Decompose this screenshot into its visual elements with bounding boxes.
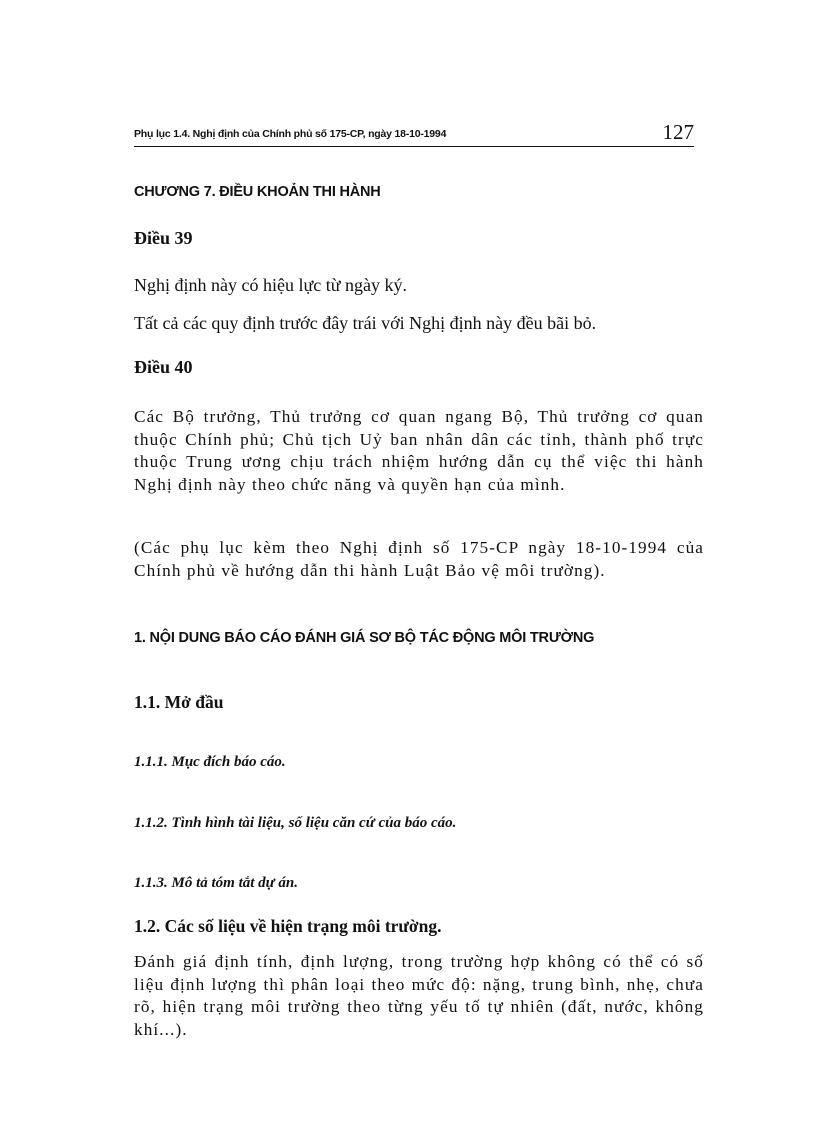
page-number: 127	[662, 120, 694, 144]
section-1-2-heading: 1.2. Các số liệu về hiện trạng môi trường.	[134, 916, 442, 936]
article-39-heading: Điều 39	[134, 228, 193, 248]
item-1-1-2: 1.1.2. Tình hình tài liệu, số liệu căn cứ của báo cáo.	[134, 815, 457, 831]
section-1-1-heading: 1.1. Mở đầu	[134, 692, 224, 712]
article-40-paragraph-2: (Các phụ lục kèm theo Nghị định số 175-CP ngày 18-10-1994 của Chính phủ về hướng dẫn thi hành Luật Bảo vệ môi trường).	[134, 538, 704, 580]
chapter-title: CHƯƠNG 7. ĐIỀU KHOẢN THI HÀNH	[134, 184, 381, 200]
item-1-1-1: 1.1.1. Mục đích báo cáo.	[134, 754, 286, 770]
article-39-paragraph-2: Tất cả các quy định trước đây trái với Nghị định này đều bãi bỏ.	[134, 313, 597, 333]
running-header	[134, 118, 694, 147]
running-title: Phụ lục 1.4. Nghị định của Chính phủ số 175-CP, ngày 18-10-1994	[134, 128, 447, 140]
section-1-title: 1. NỘI DUNG BÁO CÁO ĐÁNH GIÁ SƠ BỘ TÁC ĐỘNG MÔI TRƯỜNG	[134, 630, 595, 646]
article-40-heading: Điều 40	[134, 357, 193, 377]
section-1-2-paragraph: Đánh giá định tính, định lượng, trong trường hợp không có thể có số liệu định lượng thì phân loại theo mức độ: nặng, trung bình, nhẹ, chưa rõ, hiện trạng môi trường theo từng yếu tố tự nhiên (đất, nước, không khí...).	[134, 952, 704, 1039]
article-40-paragraph-1: Các Bộ trưởng, Thủ trưởng cơ quan ngang Bộ, Thủ trưởng cơ quan thuộc Chính phủ; Chủ tịch Uỷ ban nhân dân các tỉnh, thành phố trực thuộc Trung ương chịu trách nhiệm hướng dẫn cụ thể việc thi hành Nghị định này theo chức năng và quyền hạn của mình.	[134, 407, 704, 494]
item-1-1-3: 1.1.3. Mô tả tóm tắt dự án.	[134, 875, 299, 891]
article-39-paragraph-1: Nghị định này có hiệu lực từ ngày ký.	[134, 275, 407, 295]
